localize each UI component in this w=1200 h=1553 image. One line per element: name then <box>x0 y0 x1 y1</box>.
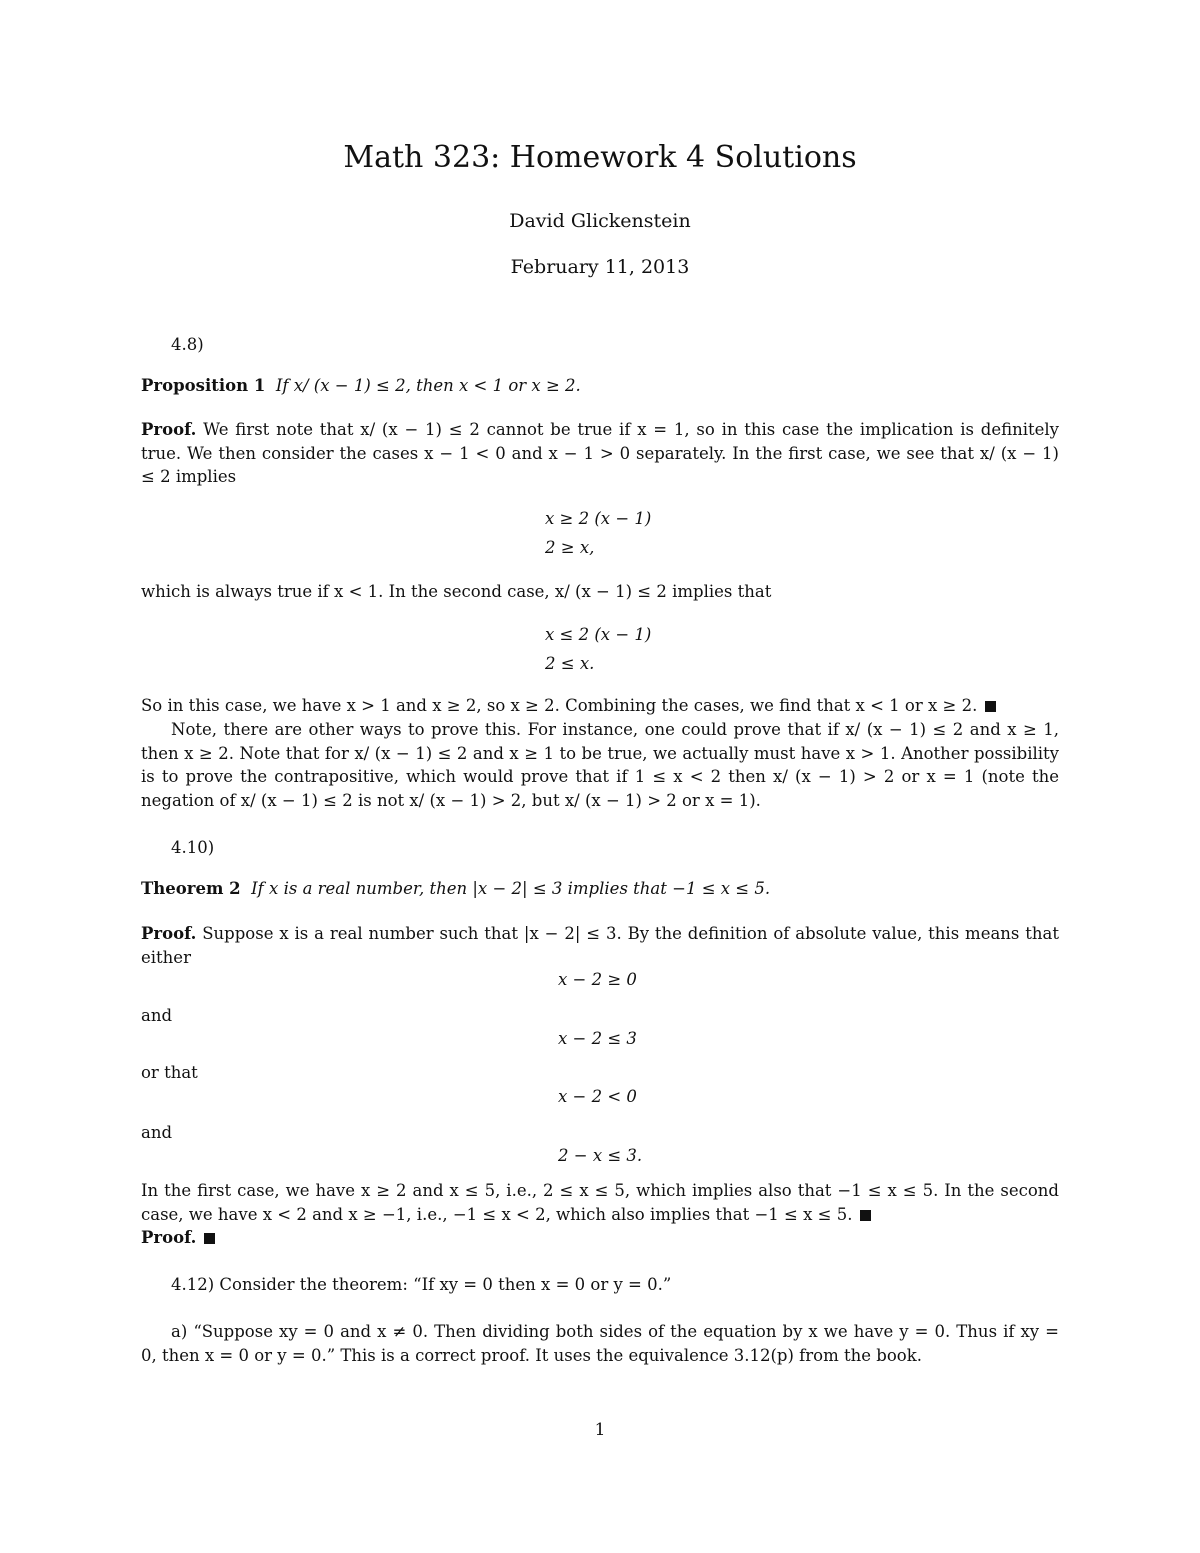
cases-paragraph <box>141 1179 1059 1226</box>
equation-line: x ≤ 2 (x − 1) <box>545 625 652 644</box>
doc-title: Math 323: Homework 4 Solutions <box>343 140 857 175</box>
proof-heading: Proof. <box>141 1228 197 1247</box>
equation-block-1 <box>545 504 651 562</box>
problem-label-4-8: 4.8) <box>171 335 204 354</box>
equation-line: x ≥ 2 (x − 1) <box>545 509 652 528</box>
equation-line: 2 ≤ x. <box>545 654 595 673</box>
equation-line: x − 2 ≥ 0 <box>558 970 637 989</box>
qed-square-icon <box>985 701 996 712</box>
connector-word: and <box>141 1123 173 1142</box>
qed-square-icon <box>204 1233 215 1244</box>
conclusion-text: So in this case, we have x > 1 and x ≥ 2, so x ≥ 2. Combining the cases, we find that x < 1 or x ≥ 2. <box>141 696 978 715</box>
equation-line: 2 ≥ x, <box>545 538 595 557</box>
qed-square-icon <box>860 1210 871 1221</box>
problem-label-4-10: 4.10) <box>171 838 215 857</box>
proof-heading: Proof. <box>141 420 197 439</box>
doc-author: David Glickenstein <box>509 210 691 232</box>
theorem-text: If x is a real number, then |x − 2| ≤ 3 implies that −1 ≤ x ≤ 5. <box>251 879 771 898</box>
cases-text: In the first case, we have x ≥ 2 and x ≤ 5, i.e., 2 ≤ x ≤ 5, which implies also that −1 ≤ x ≤ 5. In the second case, we have x < 2 and x ≥ −1, i.e., −1 ≤ x < 2, which also implies that −1 ≤ x ≤ 5. <box>141 1181 1059 1224</box>
proof-line-2 <box>141 1226 1059 1250</box>
connector-word: and <box>141 1006 173 1025</box>
theorem-heading: Theorem 2 <box>141 879 241 898</box>
proof-paragraph-1 <box>141 418 1059 489</box>
proposition-text: If x/ (x − 1) ≤ 2, then x < 1 or x ≥ 2. <box>275 376 581 395</box>
proof-text: Suppose x is a real number such that |x − 2| ≤ 3. By the definition of absolute value, this means that either <box>141 924 1059 967</box>
note-paragraph: Note, there are other ways to prove this. For instance, one could prove that if x/ (x − 1) ≤ 2 and x ≥ 1, then x ≥ 2. Note that for x/ (x − 1) ≤ 2 and x ≥ 1 to be true, we actually must have x > 1. Another possibility is to prove the contrapositive, which would prove that if 1 ≤ x < 2 then x/ (x − 1) > 2 or x = 1 (note the negation of x/ (x − 1) ≤ 2 is not x/ (x − 1) > 2, but x/ (x − 1) > 2 or x = 1). <box>141 720 1059 810</box>
equation-line: x − 2 < 0 <box>558 1087 637 1106</box>
equation-line: 2 − x ≤ 3. <box>558 1146 643 1165</box>
equation-block-2 <box>545 620 651 678</box>
page-number: 1 <box>594 1420 606 1440</box>
proof-text: We first note that x/ (x − 1) ≤ 2 cannot be true if x = 1, so in this case the implication is definitely true. We then consider the cases x − 1 < 0 and x − 1 > 0 separately. In the first case, we see that x/ (x − 1) ≤ 2 implies <box>141 420 1059 486</box>
part-a-paragraph: a) “Suppose xy = 0 and x ≠ 0. Then dividing both sides of the equation by x we have y = 0. Thus if xy = 0, then x = 0 or y = 0.” This is a correct proof. It uses the equivalence 3.12(p) from the book. <box>141 1322 1059 1365</box>
conclusion-paragraph <box>141 694 1059 718</box>
proof-paragraph-2 <box>141 922 1059 969</box>
proof-heading: Proof. <box>141 924 197 943</box>
equation-line: x − 2 ≤ 3 <box>558 1029 637 1048</box>
proposition-heading: Proposition 1 <box>141 376 266 395</box>
text-paragraph: which is always true if x < 1. In the second case, x/ (x − 1) ≤ 2 implies that <box>141 582 772 601</box>
doc-date: February 11, 2013 <box>510 256 690 278</box>
problem-intro-4-12: 4.12) Consider the theorem: “If xy = 0 then x = 0 or y = 0.” <box>171 1275 672 1294</box>
theorem-2 <box>141 877 1059 901</box>
connector-word: or that <box>141 1063 198 1082</box>
proposition-1 <box>141 374 1059 398</box>
